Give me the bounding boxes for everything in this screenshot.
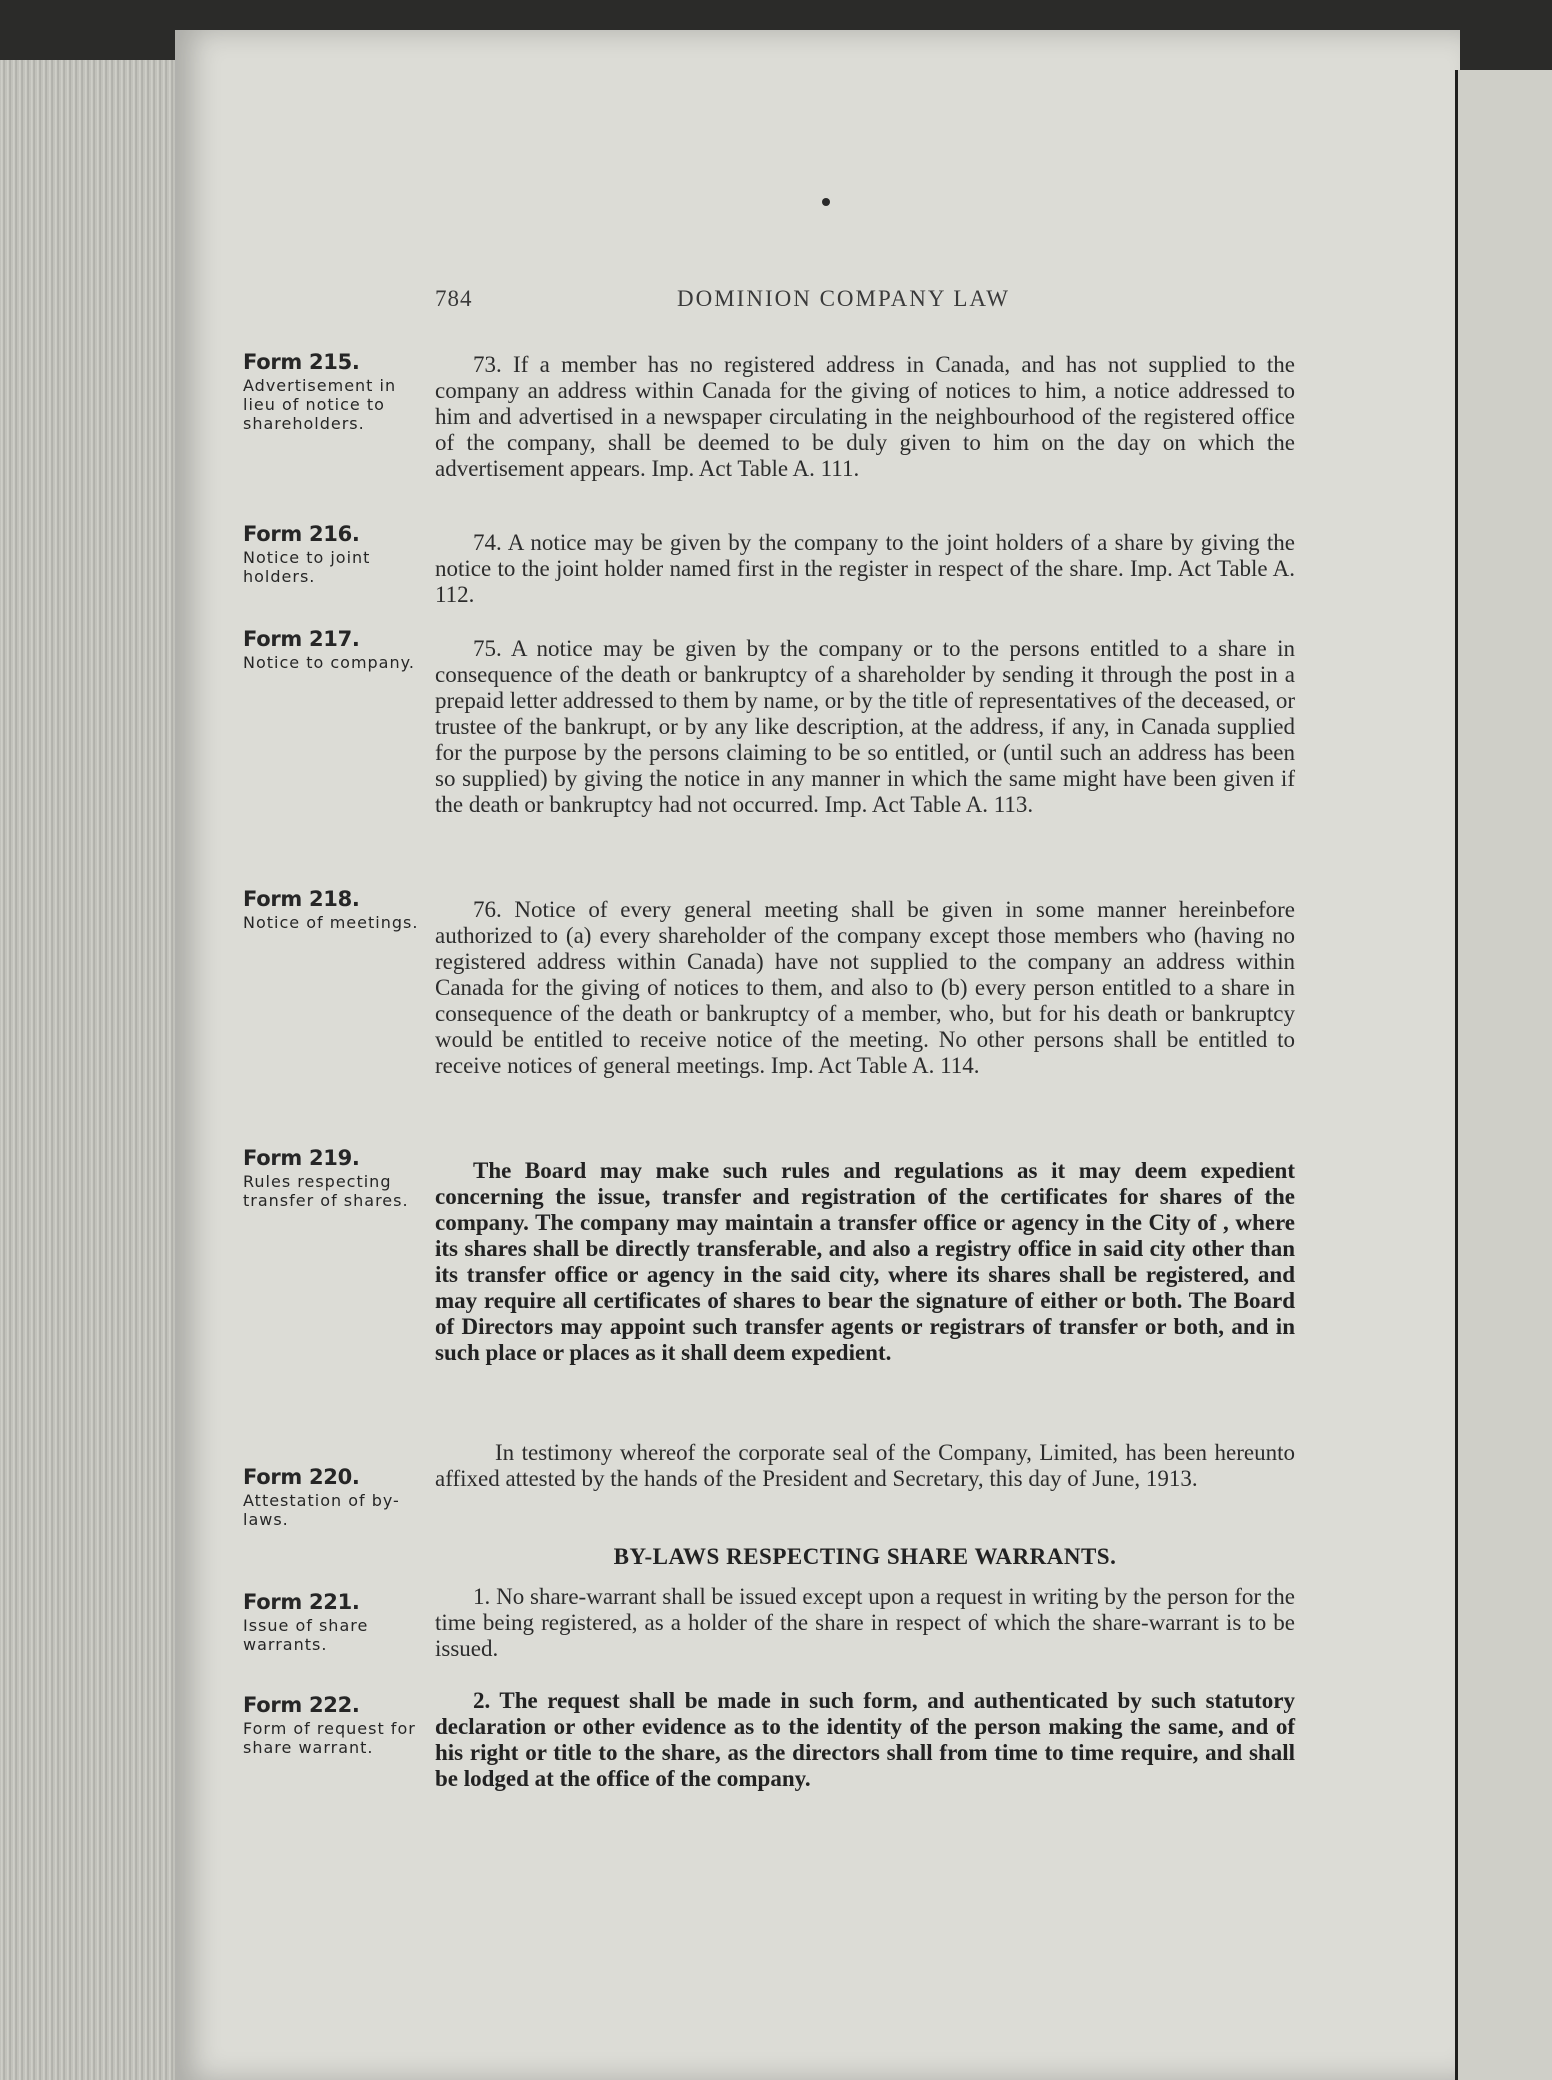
form-description: Form of request for share warrant. [243, 1719, 416, 1757]
form-label: Form 219. [243, 1146, 360, 1170]
book-page-edges [0, 60, 190, 2080]
margin-note-form-222 [243, 1693, 428, 1757]
page-header [435, 286, 1295, 322]
form-description: Issue of share warrants. [243, 1616, 369, 1654]
page-number: 784 [435, 286, 473, 311]
margin-note-form-215 [243, 350, 428, 433]
ink-mark [822, 198, 830, 206]
form-description: Rules respecting transfer of shares. [243, 1172, 409, 1210]
margin-note-form-218 [243, 887, 428, 932]
form-label: Form 222. [243, 1693, 360, 1717]
paragraph-73: 73. If a member has no registered address in Canada, and has not supplied to the company an address within Canada for the giving of notices to him, a notice addressed to him and advertised in a newspaper circulating in the neighbourhood of the registered office of the company, shall be deemed to be duly given to him on the day on which the advertisement appears. Imp. Act Table A. 111. [435, 352, 1295, 481]
running-title: DOMINION COMPANY LAW [677, 286, 1010, 311]
form-description: Attestation of by-laws. [243, 1491, 400, 1529]
form-label: Form 215. [243, 350, 360, 374]
form-description: Notice to joint holders. [243, 548, 371, 586]
form-description: Notice to company. [243, 653, 415, 672]
margin-note-form-217 [243, 627, 428, 672]
margin-note-form-221 [243, 1590, 428, 1654]
paragraph-share-warrant-1: 1. No share-warrant shall be issued except upon a request in writing by the person for the time being registered, as a holder of the share in respect of which the share-warrant is to be issued. [435, 1584, 1295, 1661]
paragraph-transfer-rules: The Board may make such rules and regulations as it may deem expedient concerning the issue, transfer and registration of the certificates for shares of the company. The company may maintain a transfer office or agency in the City of , where its shares shall be directly transferable, and also a registry office in said city other than its transfer office or agency in the said city, where its shares shall be registered, and may require all certificates of shares to bear the signature of either or both. The Board of Directors may appoint such transfer agents or registrars of transfer or both, and in such place or places as it shall deem expedient. [435, 1158, 1295, 1365]
margin-note-form-216 [243, 522, 428, 586]
form-label: Form 218. [243, 887, 360, 911]
margin-note-form-219 [243, 1146, 428, 1210]
form-label: Form 216. [243, 522, 360, 546]
form-label: Form 217. [243, 627, 360, 651]
section-heading: BY-LAWS RESPECTING SHARE WARRANTS. [613, 1544, 1117, 1569]
paragraph-attestation: In testimony whereof the corporate seal of the Company, Limited, has been hereunto affixed attested by the hands of the President and Secretary, this day of June, 1913. [435, 1440, 1295, 1491]
paragraph-share-warrant-2: 2. The request shall be made in such form, and authenticated by such statutory declaration or other evidence as to the identity of the person making the same, and of his right or title to the share, as the directors shall from time to time require, and shall be lodged at the office of the company. [435, 1688, 1295, 1791]
form-label: Form 220. [243, 1465, 360, 1489]
form-description: Advertisement in lieu of notice to shareholders. [243, 376, 397, 433]
form-description: Notice of meetings. [243, 913, 419, 932]
paragraph-76: 76. Notice of every general meeting shall be given in some manner hereinbefore authorized to (a) every shareholder of the company except those members who (having no registered address within Canada) have not supplied to the company an address within Canada for the giving of notices to them, and also to (b) every person entitled to a share in consequence of the death or bankruptcy of a member, who, but for his death or bankruptcy would be entitled to receive notice of the meeting. No other persons shall be entitled to receive notices of general meetings. Imp. Act Table A. 114. [435, 897, 1295, 1078]
margin-note-form-220 [243, 1465, 428, 1529]
paragraph-75: 75. A notice may be given by the company or to the persons entitled to a share in consequence of the death or bankruptcy of a shareholder by sending it through the post in a prepaid letter addressed to them by name, or by the title of representatives of the deceased, or trustee of the bankrupt, or by any like description, at the address, if any, in Canada supplied for the purpose by the persons claiming to be so entitled, or (until such an address has been so supplied) by giving the notice in any manner in which the same might have been given if the death or bankruptcy had not occurred. Imp. Act Table A. 113. [435, 636, 1295, 817]
paragraph-74: 74. A notice may be given by the company to the joint holders of a share by giving the notice to the joint holder named first in the register in respect of the share. Imp. Act Table A. 112. [435, 530, 1295, 607]
form-label: Form 221. [243, 1590, 360, 1614]
facing-page-edge [1455, 70, 1552, 2080]
